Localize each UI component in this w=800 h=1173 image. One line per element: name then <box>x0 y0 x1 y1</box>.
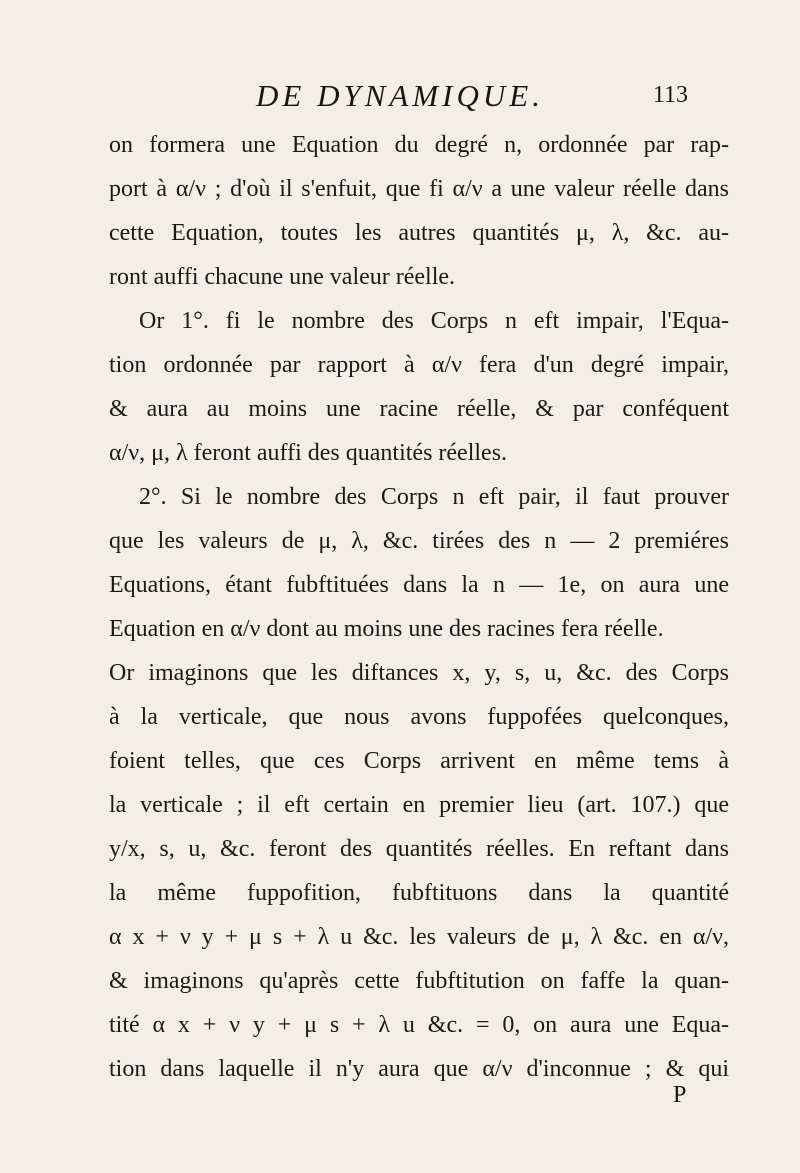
text-line: port à α/ν ; d'où il s'enfuit, que fi α/ν a une valeur réelle dans <box>109 176 729 202</box>
text-line: cette Equation, toutes les autres quantités μ, λ, &c. au- <box>109 220 729 246</box>
text-line: Equation en α/ν dont au moins une des racines fera réelle. <box>109 616 664 642</box>
text-line: & aura au moins une racine réelle, & par conféquent <box>109 396 729 422</box>
text-line: Or 1°. fi le nombre des Corps n eft impair, l'Equa- <box>139 308 729 334</box>
text-line: y/x, s, u, &c. feront des quantités réelles. En reftant dans <box>109 836 729 862</box>
text-line: on formera une Equation du degré n, ordonnée par rap- <box>109 132 729 158</box>
text-line: tion dans laquelle il n'y aura que α/ν d'inconnue ; & qui <box>109 1056 729 1082</box>
text-line: tion ordonnée par rapport à α/ν fera d'un degré impair, <box>109 352 729 378</box>
text-line: ront auffi chacune une valeur réelle. <box>109 264 456 290</box>
text-line: que les valeurs de μ, λ, &c. tirées des n — 2 premiéres <box>109 528 729 554</box>
running-header <box>0 78 800 118</box>
text-line: 2°. Si le nombre des Corps n eft pair, il faut prouver <box>139 484 729 510</box>
text-line: Or imaginons que les diftances x, y, s, u, &c. des Corps <box>109 660 729 686</box>
signature-mark: P <box>673 1082 687 1108</box>
text-line: Equations, étant fubftituées dans la n — 1e, on aura une <box>109 572 729 598</box>
text-line: tité α x + ν y + μ s + λ u &c. = 0, on aura une Equa- <box>109 1012 729 1038</box>
text-line: α/ν, μ, λ feront auffi des quantités réelles. <box>109 440 508 466</box>
page-number: 113 <box>652 82 688 108</box>
text-line: α x + ν y + μ s + λ u &c. les valeurs de μ, λ &c. en α/ν, <box>109 924 729 950</box>
text-line: la même fuppofition, fubftituons dans la quantité <box>109 880 729 906</box>
text-body <box>109 130 729 1098</box>
text-line: la verticale ; il eft certain en premier lieu (art. 107.) que <box>109 792 729 818</box>
text-line: à la verticale, que nous avons fuppofées quelconques, <box>109 704 729 730</box>
running-title: DE DYNAMIQUE. <box>256 78 544 113</box>
text-line: foient telles, que ces Corps arrivent en même tems à <box>109 748 729 774</box>
text-line: & imaginons qu'après cette fubftitution on faffe la quan- <box>109 968 729 994</box>
